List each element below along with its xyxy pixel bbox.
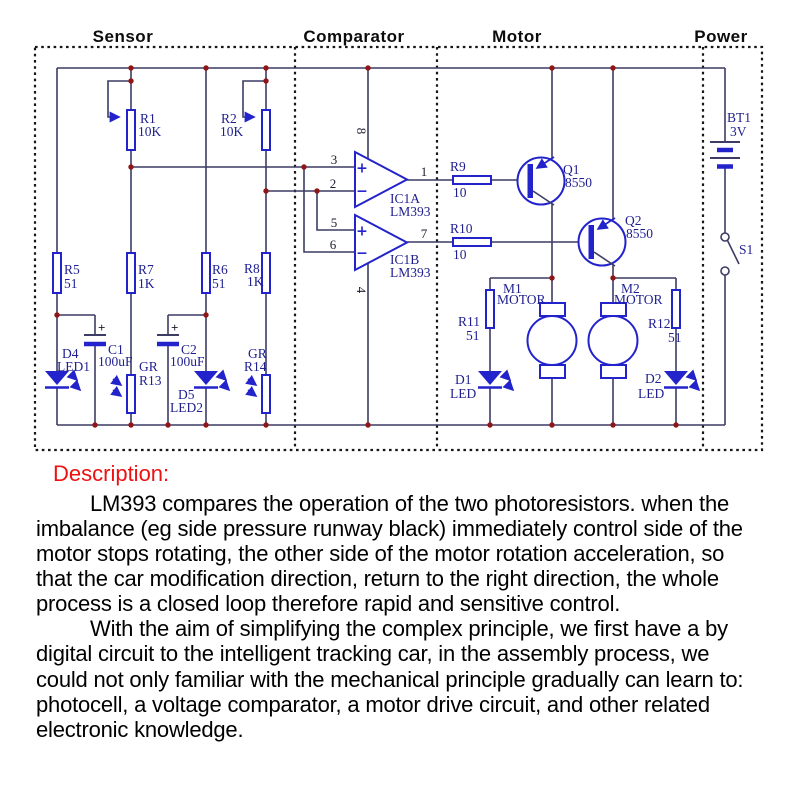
r2-value-label: 10K bbox=[220, 124, 244, 139]
bt1-value-label: 3V bbox=[730, 124, 747, 139]
r5-resistor bbox=[53, 253, 80, 293]
r7-value-label: 1K bbox=[138, 276, 155, 291]
q2-transistor bbox=[579, 213, 654, 266]
d4-value-label: LED1 bbox=[57, 359, 90, 374]
bt1-battery bbox=[710, 110, 751, 167]
r10-value-label: 10 bbox=[453, 247, 467, 262]
pin-8-label: 8 bbox=[354, 127, 369, 135]
d2-value-label: LED bbox=[638, 386, 665, 401]
r6-value-label: 51 bbox=[212, 276, 226, 291]
section-label-power: Power bbox=[694, 27, 748, 46]
q2-ref-label: Q2 bbox=[625, 213, 642, 228]
section-label-motor: Motor bbox=[492, 27, 542, 46]
d4-ref-label: D4 bbox=[62, 346, 79, 361]
r8-resistor bbox=[244, 253, 270, 293]
r5-ref-label: R5 bbox=[64, 262, 80, 277]
c2-ref-label: C2 bbox=[181, 342, 197, 357]
s1-ref-label: S1 bbox=[739, 242, 754, 257]
r7-ref-label: R7 bbox=[138, 262, 154, 277]
r2-potentiometer bbox=[220, 110, 270, 150]
r12-ref-label: R12 bbox=[648, 316, 671, 331]
r1-value-label: 10K bbox=[138, 124, 162, 139]
pin-4-label: 4 bbox=[354, 286, 369, 294]
section-label-comparator: Comparator bbox=[303, 27, 405, 46]
d1-led bbox=[450, 371, 513, 401]
r14-value-label: R14 bbox=[244, 359, 267, 374]
c1-value-label: 100uF bbox=[98, 354, 133, 369]
r1-potentiometer bbox=[113, 110, 162, 150]
q1-value-label: 8550 bbox=[565, 175, 592, 190]
r11-ref-label: R11 bbox=[458, 314, 481, 329]
description-paragraph-1: LM393 compares the operation of the two photoresistors. when the imbalance (eg side pressure runway black) immediately control side of the motor stops rotating, the other side of the motor rotation acceleration, so that the car modification direction, return to the right direction, the whole process is a closed loop therefore rapid and sensitive control. bbox=[36, 491, 743, 617]
r14-photoresistor bbox=[244, 346, 270, 413]
m1-ref-label: M1 bbox=[503, 281, 522, 296]
r9-resistor bbox=[450, 159, 491, 200]
c2-polarity: + bbox=[171, 320, 179, 335]
ic1b-opamp bbox=[330, 215, 431, 294]
r12-value-label: 51 bbox=[668, 330, 682, 345]
description-section bbox=[0, 456, 800, 742]
r1-ref-label: R1 bbox=[140, 111, 156, 126]
ic1a-opamp bbox=[330, 128, 431, 219]
d4-led bbox=[45, 346, 90, 390]
c2-value-label: 100uF bbox=[170, 354, 205, 369]
c1-polarity: + bbox=[98, 320, 106, 335]
r9-ref-label: R9 bbox=[450, 159, 466, 174]
bt1-ref-label: BT1 bbox=[727, 110, 752, 125]
d1-value-label: LED bbox=[450, 386, 477, 401]
pin-6-label: 6 bbox=[329, 237, 337, 252]
pin-5-label: 5 bbox=[330, 215, 338, 230]
m1-value-label: MOTOR bbox=[497, 292, 546, 307]
ic1a-minus-input: − bbox=[356, 183, 368, 200]
ic1b-value-label: LM393 bbox=[390, 265, 431, 280]
ic1b-plus-input: + bbox=[356, 223, 368, 240]
pin-1-label: 1 bbox=[420, 164, 428, 179]
pin-3-label: 3 bbox=[330, 152, 338, 167]
c2-capacitor bbox=[157, 320, 205, 369]
r13-value-label: R13 bbox=[139, 373, 162, 388]
d5-ref-label: D5 bbox=[178, 387, 195, 402]
s1-switch bbox=[721, 233, 753, 275]
r14-ref-label: GR bbox=[248, 346, 267, 361]
q1-transistor bbox=[518, 157, 593, 205]
pin-7-label: 7 bbox=[420, 226, 428, 241]
r6-resistor bbox=[202, 253, 228, 293]
r8-ref-label: R8 bbox=[244, 261, 260, 276]
q1-ref-label: Q1 bbox=[563, 162, 580, 177]
r7-resistor bbox=[127, 253, 155, 293]
ic1a-ref-label: IC1A bbox=[390, 191, 420, 206]
ic1b-minus-input: − bbox=[356, 245, 368, 262]
c1-ref-label: C1 bbox=[108, 342, 124, 357]
section-label-sensor: Sensor bbox=[92, 27, 154, 46]
pin-2-label: 2 bbox=[329, 176, 337, 191]
r11-resistor bbox=[458, 290, 494, 343]
r2-ref-label: R2 bbox=[221, 111, 237, 126]
r10-ref-label: R10 bbox=[450, 221, 473, 236]
r13-ref-label: GR bbox=[139, 359, 158, 374]
d2-led bbox=[638, 371, 699, 401]
m2-value-label: MOTOR bbox=[614, 292, 663, 307]
ic1b-ref-label: IC1B bbox=[390, 252, 420, 267]
d5-led bbox=[170, 371, 229, 415]
r11-value-label: 51 bbox=[466, 328, 480, 343]
description-heading: Description: bbox=[53, 461, 170, 486]
c1-capacitor bbox=[84, 320, 133, 369]
d1-ref-label: D1 bbox=[455, 372, 472, 387]
r6-ref-label: R6 bbox=[212, 262, 228, 277]
r5-value-label: 51 bbox=[64, 276, 78, 291]
r10-resistor bbox=[450, 221, 491, 262]
r9-value-label: 10 bbox=[453, 185, 467, 200]
q2-value-label: 8550 bbox=[626, 226, 653, 241]
m2-ref-label: M2 bbox=[621, 281, 640, 296]
description-paragraph-2: With the aim of simplifying the complex principle, we first have a by digital circuit to the intelligent tracking car, in the assembly process, we could not only familiar with the mechanical principle gradually can learn to: photocell, a voltage comparator, a motor drive circuit, and other related electronic knowledge. bbox=[36, 616, 744, 742]
d5-value-label: LED2 bbox=[170, 400, 203, 415]
m1-motor bbox=[497, 281, 577, 378]
r8-value-label: 1K bbox=[247, 274, 264, 289]
ic1a-value-label: LM393 bbox=[390, 204, 431, 219]
ic1a-plus-input: + bbox=[356, 160, 368, 177]
d2-ref-label: D2 bbox=[645, 371, 662, 386]
